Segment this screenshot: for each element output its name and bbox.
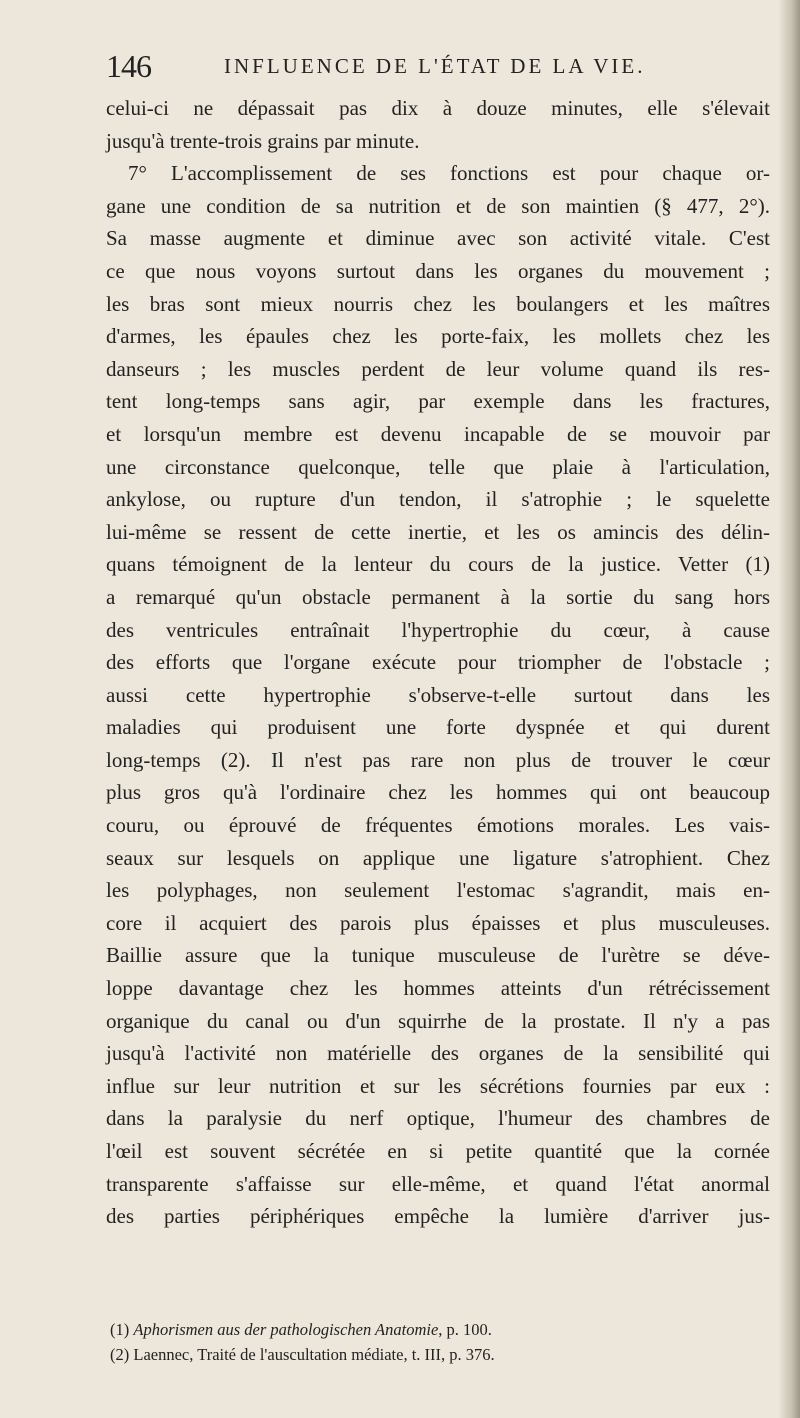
footnote [110,1342,770,1367]
footnote-marker: (1) [110,1320,130,1339]
text-line: et lorsqu'un membre est devenu incapable de se mouvoir par [106,421,770,446]
footnote-text: , p. 100. [438,1320,492,1339]
text-line: jusqu'à trente-trois grains par minute. [106,128,420,153]
footnote-title: Aphorismen aus der pathologischen Anatomie [133,1320,439,1339]
text-line: loppe davantage chez les hommes atteints d'un rétrécissement [106,976,770,1001]
text-line: quans témoignent de la lenteur du cours de la justice. Vetter (1) [106,552,770,577]
text-line: jusqu'à l'activité non matérielle des organes de la sensibilité qui [106,1041,770,1066]
text-line: maladies qui produisent une forte dyspnée et qui durent [106,715,770,740]
page-edge-shadow [778,0,800,1418]
page-header [106,46,766,86]
text-line: 7° L'accomplissement de ses fonctions est pour chaque or- [128,161,770,186]
text-line: ce que nous voyons surtout dans les organes du mouvement ; [106,258,770,283]
text-line: a remarqué qu'un obstacle permanent à la sortie du sang hors [106,584,770,609]
page-number: 146 [106,48,151,84]
text-line: les bras sont mieux nourris chez les boulangers et les maîtres [106,291,770,316]
text-line: celui-ci ne dépassait pas dix à douze minutes, elle s'élevait [106,96,770,120]
text-line: influe sur leur nutrition et sur les sécrétions fournies par eux : [106,1073,770,1098]
footnote-text: Laennec, Traité de l'auscultation médiate, t. III, p. 376. [133,1345,495,1364]
text-line: Sa masse augmente et diminue avec son activité vitale. C'est [106,226,770,251]
text-line: lui-même se ressent de cette inertie, et les os amincis des délin- [106,519,770,544]
text-line: transparente s'affaisse sur elle-même, et quand l'état anormal [106,1171,770,1196]
text-line: core il acquiert des parois plus épaisses et plus musculeuses. [106,910,770,935]
footnote-marker: (2) [110,1345,130,1364]
text-line: seaux sur lesquels on applique une ligature s'atrophient. Chez [106,845,770,870]
text-line: ankylose, ou rupture d'un tendon, il s'atrophie ; le squelette [106,487,770,512]
text-line: d'armes, les épaules chez les porte-faix, les mollets chez les [106,324,770,349]
text-line: des efforts que l'organe exécute pour triompher de l'obstacle ; [106,650,770,675]
text-line: Baillie assure que la tunique musculeuse de l'urètre se déve- [106,943,770,968]
text-line: tent long-temps sans agir, par exemple dans les fractures, [106,389,770,414]
text-line: couru, ou éprouvé de fréquentes émotions morales. Les vais- [106,813,770,838]
text-line: les polyphages, non seulement l'estomac s'agrandit, mais en- [106,878,770,903]
text-line: long-temps (2). Il n'est pas rare non plus de trouver le cœur [106,747,770,772]
text-line: danseurs ; les muscles perdent de leur volume quand ils res- [106,356,770,381]
text-line: des parties périphériques empêche la lumière d'arriver jus- [106,1204,770,1229]
text-line: aussi cette hypertrophie s'observe-t-elle surtout dans les [106,682,770,707]
footnotes [110,1317,770,1367]
footnote [110,1317,770,1342]
text-line: organique du canal ou d'un squirrhe de la prostate. Il n'y a pas [106,1008,770,1033]
text-line: gane une condition de sa nutrition et de son maintien (§ 477, 2°). [106,193,770,218]
running-head: INFLUENCE DE L'ÉTAT DE LA VIE. [224,54,646,78]
text-line: des ventricules entraînait l'hypertrophie du cœur, à cause [106,617,770,642]
text-line: plus gros qu'à l'ordinaire chez les hommes qui ont beaucoup [106,780,770,805]
text-line: l'œil est souvent sécrétée en si petite quantité que la cornée [106,1139,770,1163]
body-text [106,92,770,1233]
text-line: dans la paralysie du nerf optique, l'humeur des chambres de [106,1106,770,1131]
text-line: une circonstance quelconque, telle que plaie à l'articulation, [106,454,770,479]
